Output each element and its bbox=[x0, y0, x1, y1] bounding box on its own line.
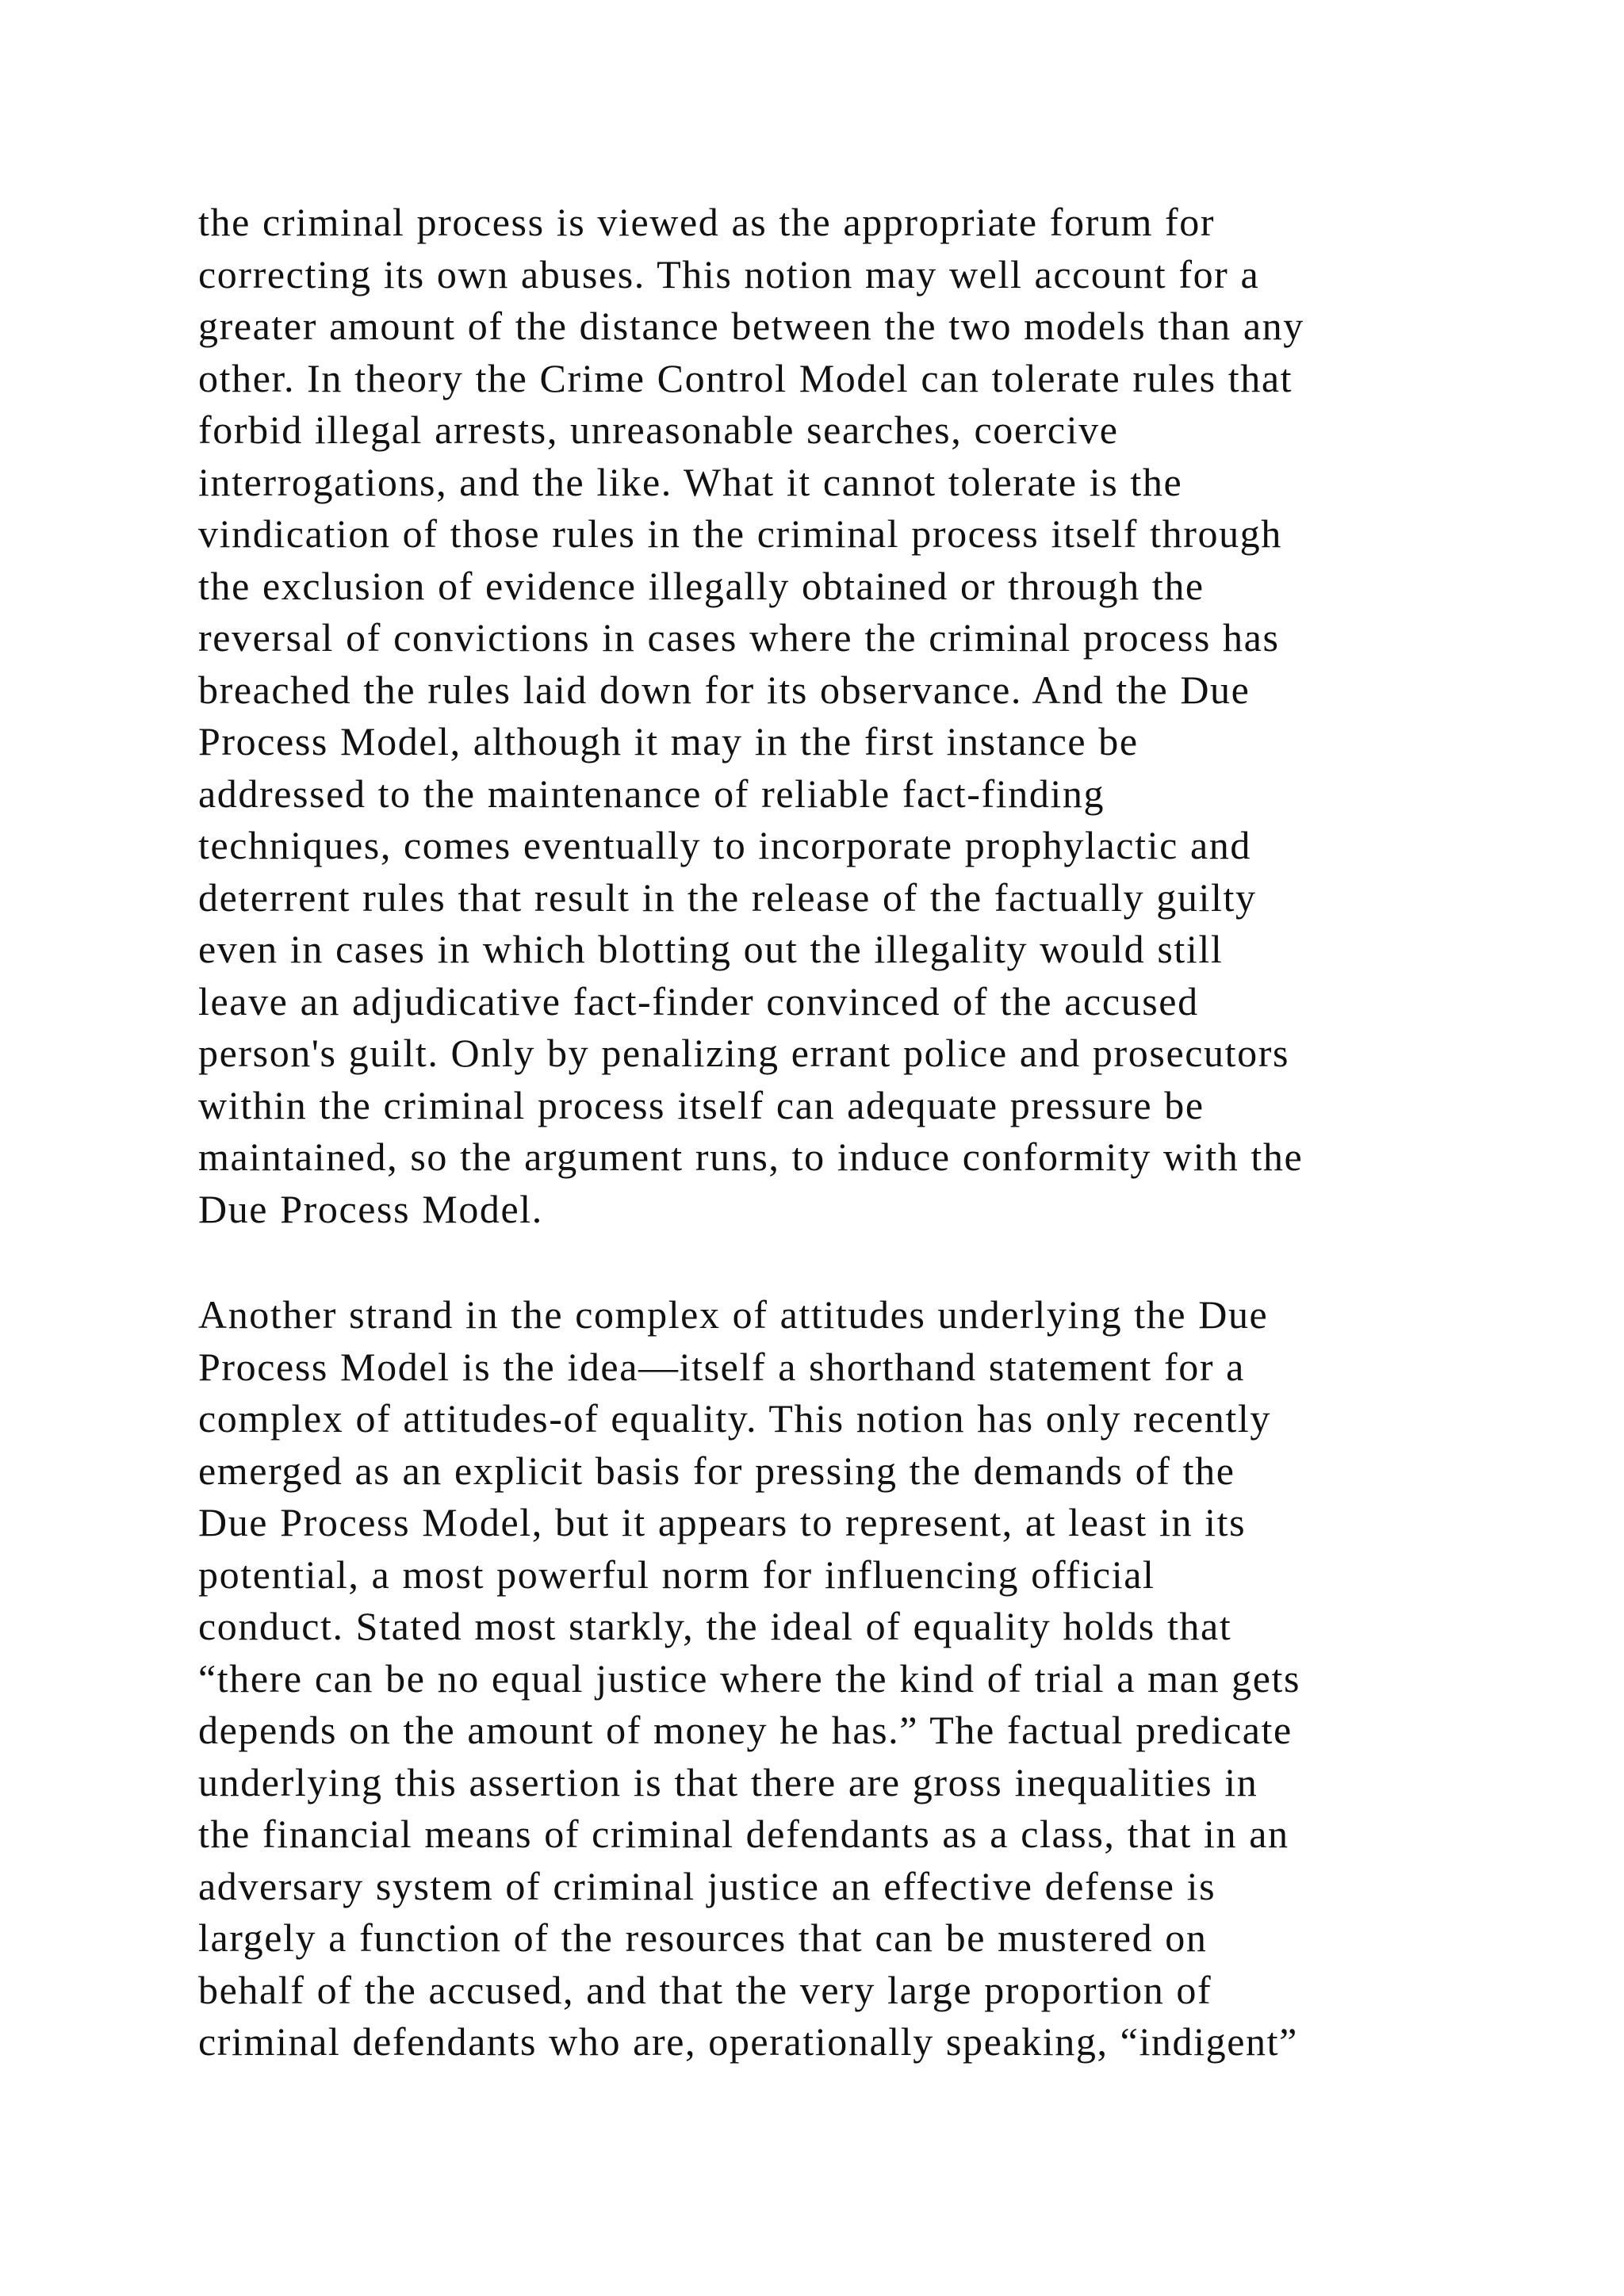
text-line: depends on the amount of money he has.” The factual predicate bbox=[198, 1708, 1293, 1752]
text-line: conduct. Stated most starkly, the ideal of equality holds that bbox=[198, 1604, 1232, 1648]
text-line: Another strand in the complex of attitudes underlying the Due bbox=[198, 1292, 1269, 1337]
text-line: criminal defendants who are, operationally speaking, “indigent” bbox=[198, 2019, 1298, 2064]
text-line: Due Process Model. bbox=[198, 1186, 543, 1231]
text-line: within the criminal process itself can adequate pressure be bbox=[198, 1082, 1205, 1127]
text-line: Process Model is the idea—itself a shorthand statement for a bbox=[198, 1344, 1245, 1389]
text-line: the criminal process is viewed as the appropriate forum for bbox=[198, 200, 1216, 244]
text-line: largely a function of the resources that can be mustered on bbox=[198, 1915, 1208, 1960]
text-line: reversal of convictions in cases where the criminal process has bbox=[198, 615, 1280, 660]
text-line: deterrent rules that result in the release of the factually guilty bbox=[198, 874, 1257, 920]
text-line: person's guilt. Only by penalizing errant police and prosecutors bbox=[198, 1031, 1290, 1075]
text-line: “there can be no equal justice where the kind of trial a man gets bbox=[198, 1655, 1301, 1701]
text-line: addressed to the maintenance of reliable fact-finding bbox=[198, 771, 1105, 816]
text-line: even in cases in which blotting out the illegality would still bbox=[198, 927, 1224, 971]
text-line: correcting its own abuses. This notion may well account for a bbox=[198, 251, 1260, 297]
text-line: techniques, comes eventually to incorporate prophylactic and bbox=[198, 823, 1251, 867]
text-line: the exclusion of evidence illegally obtained or through the bbox=[198, 563, 1205, 608]
text-line: behalf of the accused, and that the very large proportion of bbox=[198, 1967, 1212, 2012]
text-line: breached the rules laid down for its observance. And the Due bbox=[198, 667, 1251, 712]
text-line: maintained, so the argument runs, to induce conformity with the bbox=[198, 1135, 1304, 1179]
text-line: vindication of those rules in the criminal process itself through bbox=[198, 511, 1282, 556]
paragraph-1 bbox=[198, 197, 1515, 1235]
text-line: leave an adjudicative fact-finder convinced of the accused bbox=[198, 978, 1199, 1024]
text-line: potential, a most powerful norm for influencing official bbox=[198, 1552, 1155, 1597]
text-line: emerged as an explicit basis for pressing the demands of the bbox=[198, 1448, 1235, 1493]
text-line: adversary system of criminal justice an effective defense is bbox=[198, 1863, 1216, 1908]
text-line: other. In theory the Crime Control Model can tolerate rules that bbox=[198, 355, 1293, 400]
text-line: Process Model, although it may in the first instance be bbox=[198, 719, 1139, 763]
paragraph-2 bbox=[198, 1289, 1515, 2068]
text-line: Due Process Model, but it appears to represent, at least in its bbox=[198, 1500, 1247, 1544]
text-line: interrogations, and the like. What it cannot tolerate is the bbox=[198, 459, 1183, 504]
text-line: complex of attitudes-of equality. This notion has only recently bbox=[198, 1396, 1271, 1441]
text-line: greater amount of the distance between the two models than any bbox=[198, 304, 1304, 348]
text-line: forbid illegal arrests, unreasonable searches, coercive bbox=[198, 408, 1119, 452]
text-line: the financial means of criminal defendants as a class, that in an bbox=[198, 1812, 1289, 1856]
text-line: underlying this assertion is that there are gross inequalities in bbox=[198, 1759, 1258, 1804]
